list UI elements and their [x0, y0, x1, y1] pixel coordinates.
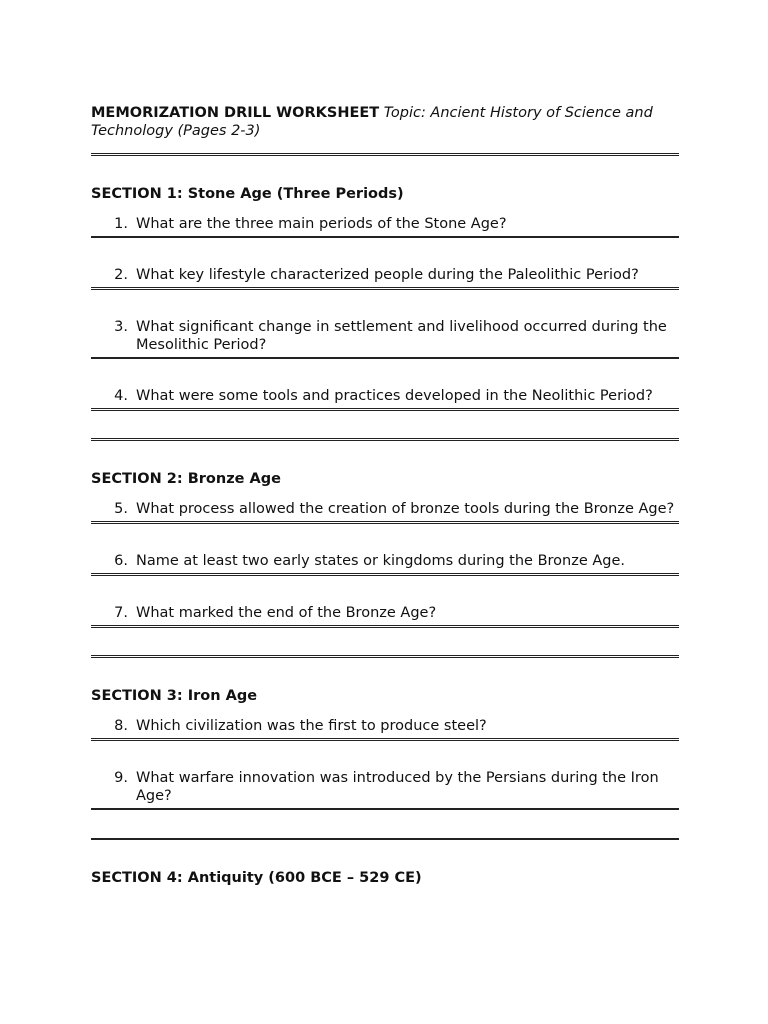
question-number: 2.	[114, 267, 128, 283]
title-bold-text: MEMORIZATION DRILL WORKSHEET	[91, 105, 380, 121]
question-4	[91, 387, 679, 405]
section-3-heading: SECTION 3: Iron Age	[91, 688, 258, 704]
question-5	[91, 500, 679, 518]
question-1	[91, 215, 679, 233]
section-2-heading: SECTION 2: Bronze Age	[91, 471, 281, 487]
question-6	[91, 552, 679, 570]
question-text: Which civilization was the first to produce steel?	[136, 718, 487, 734]
question-9	[91, 769, 679, 805]
question-3	[91, 318, 679, 354]
question-text: What marked the end of the Bronze Age?	[136, 605, 437, 621]
question-2	[91, 266, 679, 284]
question-text: What process allowed the creation of bronze tools during the Bronze Age?	[136, 501, 675, 517]
question-text: What key lifestyle characterized people during the Paleolithic Period?	[136, 267, 639, 283]
question-text: What were some tools and practices developed in the Neolithic Period?	[136, 388, 653, 404]
question-8	[91, 717, 679, 735]
worksheet-page	[91, 104, 679, 887]
title-topic-text: Topic: Ancient History of Science and Technology (Pages 2-3)	[91, 105, 653, 139]
worksheet-title	[91, 104, 679, 140]
section-1-heading: SECTION 1: Stone Age (Three Periods)	[91, 186, 404, 202]
question-text: What are the three main periods of the Stone Age?	[136, 216, 507, 232]
question-text: What significant change in settlement and livelihood occurred during the Mesolithic Period?	[136, 319, 667, 353]
question-number: 1.	[114, 216, 128, 232]
question-text: Name at least two early states or kingdoms during the Bronze Age.	[136, 553, 626, 569]
question-text: What warfare innovation was introduced by the Persians during the Iron Age?	[136, 770, 659, 804]
question-number: 5.	[114, 501, 128, 517]
question-7	[91, 604, 679, 622]
question-number: 3.	[114, 319, 128, 335]
question-number: 7.	[114, 605, 128, 621]
section-4-heading: SECTION 4: Antiquity (600 BCE – 529 CE)	[91, 870, 422, 886]
question-number: 4.	[114, 388, 128, 404]
question-number: 9.	[114, 770, 128, 786]
question-number: 8.	[114, 718, 128, 734]
question-number: 6.	[114, 553, 128, 569]
